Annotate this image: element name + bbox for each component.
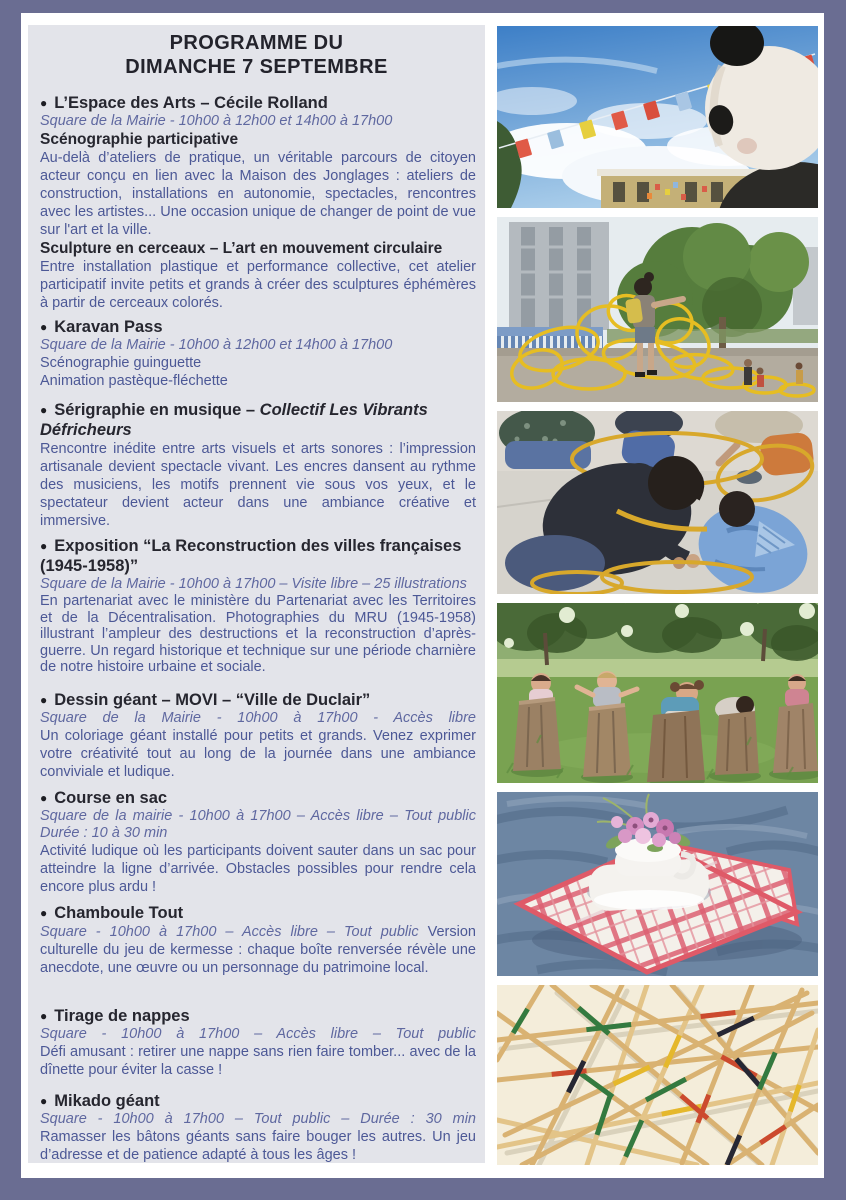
event-meta: Square - 10h00 à 17h00 – Accès libre – Tout public bbox=[40, 1026, 476, 1042]
event-description: Square - 10h00 à 17h00 – Accès libre – Tout public Version culturelle du jeu de kermesse : chaque boîte renversée révèle une anecdote, une œuvre ou un personnage du patrimoine local. bbox=[40, 924, 476, 976]
hoops-square-illustration bbox=[497, 217, 818, 402]
event-description: Un coloriage géant installé pour petits et grands. Venez exprimer votre créativité tout au long de la journée dans une ambiance conviviale et ludique. bbox=[40, 728, 476, 780]
event-title: ● Exposition “La Reconstruction des villes françaises (1945-1958)” bbox=[40, 537, 462, 575]
title-line-1: PROGRAMME DU bbox=[169, 32, 344, 54]
photo-hoops-square bbox=[497, 217, 818, 402]
event-title: ● Sérigraphie en musique – Collectif Les Vibrants Défricheurs bbox=[40, 401, 428, 439]
bullet-icon: ● bbox=[40, 1009, 48, 1023]
bullet-icon: ● bbox=[40, 539, 48, 553]
event-meta: Square - 10h00 à 17h00 – Tout public – Durée : 30 min bbox=[40, 1111, 476, 1127]
event-meta: Square de la Mairie - 10h00 à 17h00 - Accès libre bbox=[40, 710, 476, 726]
photo-sack-race bbox=[497, 603, 818, 783]
bullet-icon: ● bbox=[40, 1094, 48, 1108]
event-section bbox=[40, 317, 476, 390]
event-meta: Square de la mairie - 10h00 à 17h00 – Accès libre – Tout public bbox=[40, 808, 476, 824]
event-description: Ramasser les bâtons géants sans faire bouger les autres. Un jeu d’adresse et de patience adapté à tous les âges ! bbox=[40, 1129, 476, 1163]
event-subtitle: Scénographie participative bbox=[40, 131, 239, 148]
event-description: Rencontre inédite entre arts visuels et arts sonores : l’impression artisanale devient spectacle vivant. Les encres dansent au rythme des musiciens, les motifs prennent vie sous vos yeux, et le spectateur devient acteur dans une ambiance créative et immersive. bbox=[40, 441, 476, 529]
event-section bbox=[40, 690, 476, 781]
hoops-workshop-illustration bbox=[497, 411, 818, 594]
event-description: En partenariat avec le ministère du Partenariat avec les Territoires et de la Décentralisation. Photographies du MRU (1945-1958) illustrant l’ampleur des destructions et la reconstruction d’après-guerre. Un regard historique et technique sur une période charnière de notre histoire urbaine et sociale. bbox=[40, 593, 476, 675]
event-section bbox=[40, 400, 476, 530]
mikado-illustration bbox=[497, 985, 818, 1165]
event-meta: Square de la Mairie - 10h00 à 17h00 – Visite libre – 25 illustrations bbox=[40, 576, 467, 592]
event-section bbox=[40, 1006, 476, 1079]
photo-dinette-nappes bbox=[497, 792, 818, 976]
event-section bbox=[40, 93, 476, 312]
event-description: Activité ludique où les participants doivent sauter dans un sac pour atteindre la ligne d’arrivée. Obstacles possibles pour rendre cela encore plus ardu ! bbox=[40, 843, 476, 895]
bullet-icon: ● bbox=[40, 403, 48, 417]
photo-column bbox=[497, 26, 818, 1165]
page-title bbox=[28, 31, 485, 79]
event-section bbox=[40, 1091, 476, 1164]
event-description: Entre installation plastique et performance collective, cet atelier participatif invite petits et grands à créer des sculptures éphémères à partir de cerceaux colorés. bbox=[40, 259, 476, 311]
event-meta: Square de la Mairie - 10h00 à 12h00 et 14h00 à 17h00 bbox=[40, 337, 393, 353]
photo-mikado-sticks bbox=[497, 985, 818, 1165]
title-line-2: DIMANCHE 7 SEPTEMBRE bbox=[125, 56, 388, 78]
photo-hoops-workshop bbox=[497, 411, 818, 594]
event-meta: Square de la Mairie - 10h00 à 12h00 et 14h00 à 17h00 bbox=[40, 113, 393, 129]
event-title: ● Karavan Pass bbox=[40, 318, 163, 336]
bullet-icon: ● bbox=[40, 791, 48, 805]
event-title: ● Mikado géant bbox=[40, 1092, 160, 1110]
event-title: ● Dessin géant – MOVI – “Ville de Duclair” bbox=[40, 691, 371, 709]
bullet-icon: ● bbox=[40, 96, 48, 110]
event-description: Au-delà d’ateliers de pratique, un véritable parcours de citoyen acteur conçu en lien avec la Maison des Jonglages : ateliers de construction, installations en autonomie, spectacles, rencontres avec les artistes... Une occasion unique de changer de point de vue sur l'art et la ville. bbox=[40, 150, 476, 238]
event-title: ● Tirage de nappes bbox=[40, 1007, 190, 1025]
bullet-icon: ● bbox=[40, 906, 48, 920]
dinette-illustration bbox=[497, 792, 818, 976]
event-meta: Durée : 10 à 30 min bbox=[40, 825, 168, 841]
sack-race-illustration bbox=[497, 603, 818, 783]
event-title: ● Chamboule Tout bbox=[40, 904, 184, 922]
event-title: ● L’Espace des Arts – Cécile Rolland bbox=[40, 94, 328, 112]
program-panel bbox=[28, 25, 485, 1163]
event-section bbox=[40, 788, 476, 896]
event-description: Animation pastèque-fléchette bbox=[40, 373, 228, 389]
event-description: Défi amusant : retirer une nappe sans rien faire tomber... avec de la dînette pour éviter la casse ! bbox=[40, 1044, 476, 1078]
event-subtitle: Sculpture en cerceaux – L’art en mouvement circulaire bbox=[40, 240, 443, 257]
page-inner-frame bbox=[21, 13, 824, 1178]
panda-flags-illustration bbox=[497, 26, 818, 208]
event-title: ● Course en sac bbox=[40, 789, 168, 807]
bullet-icon: ● bbox=[40, 693, 48, 707]
event-description: Scénographie guinguette bbox=[40, 355, 202, 371]
photo-panda-flags bbox=[497, 26, 818, 208]
event-section bbox=[40, 536, 476, 676]
bullet-icon: ● bbox=[40, 320, 48, 334]
event-section bbox=[40, 903, 476, 977]
